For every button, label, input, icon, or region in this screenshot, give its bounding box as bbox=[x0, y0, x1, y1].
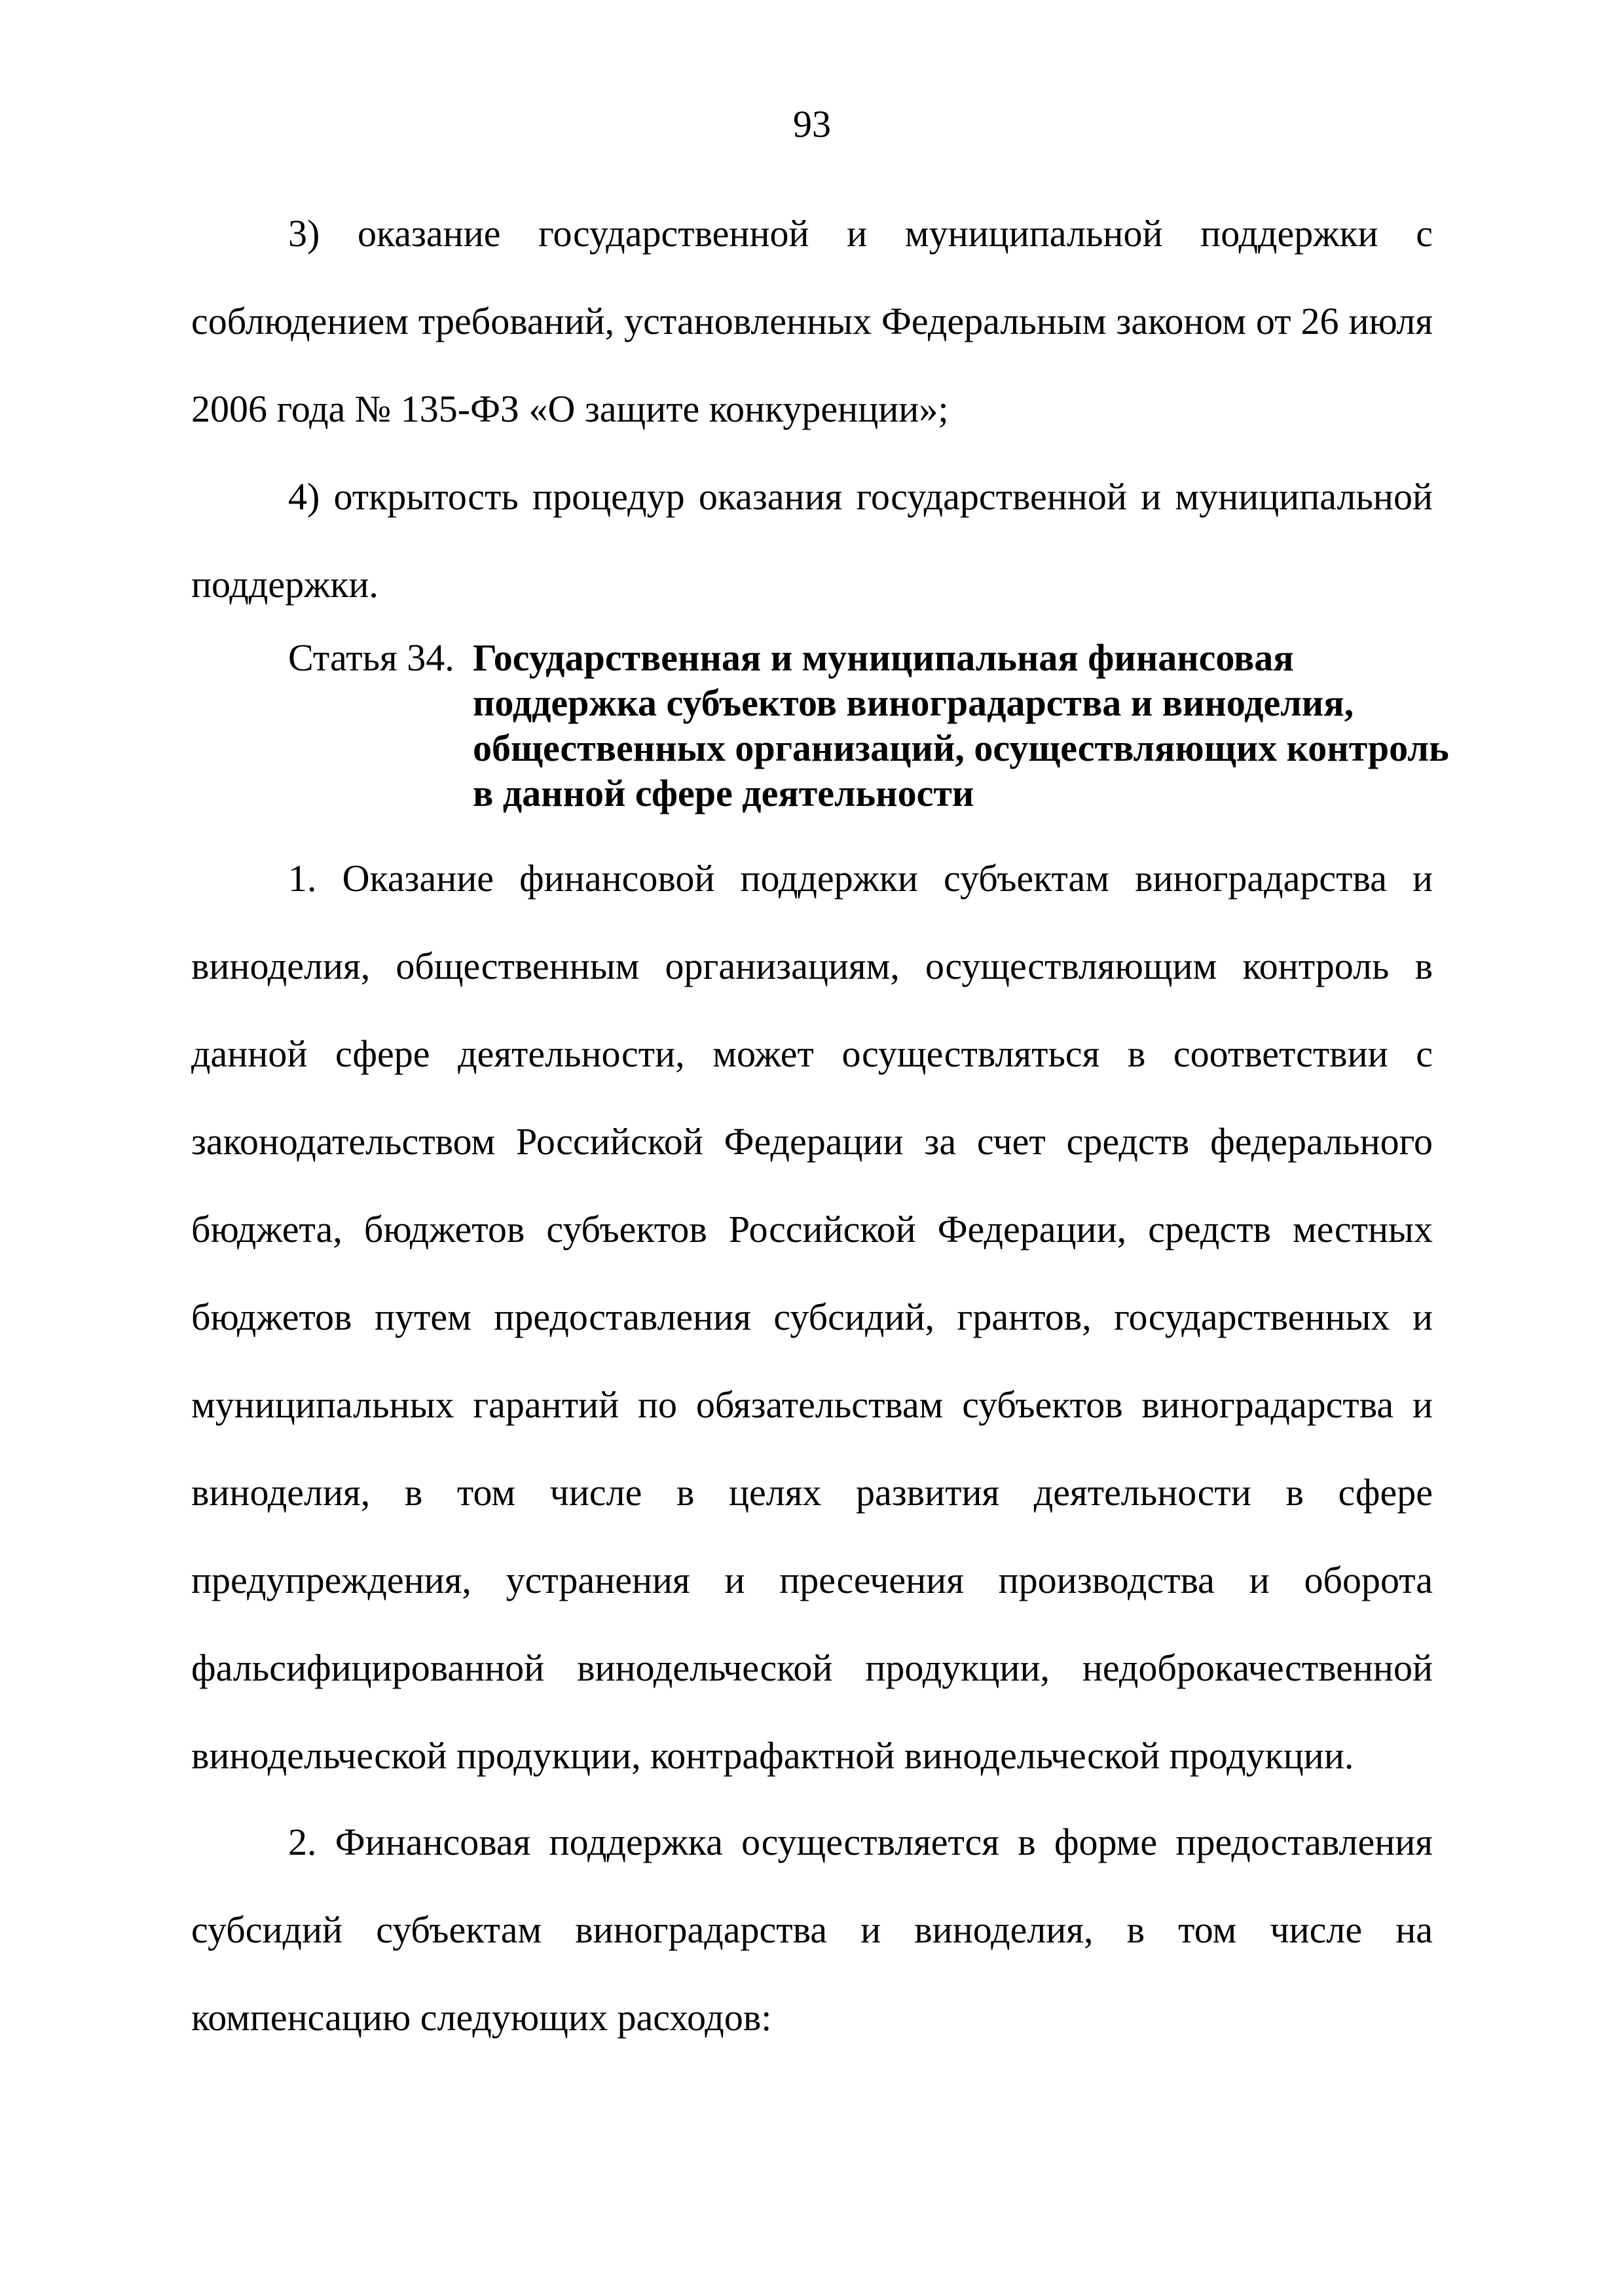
page-number: 93 bbox=[793, 103, 831, 145]
paragraph-item-4: 4) открытость процедур оказания государственной и муниципальной поддержки. bbox=[191, 475, 1433, 606]
clause-2: 2. Финансовая поддержка осуществляется в форме предоставления субсидий субъектам виноградарства и виноделия, в том числе на компенсацию следующих расходов: bbox=[191, 1821, 1433, 2039]
paragraph-item-3: 3) оказание государственной и муниципальной поддержки с соблюдением требований, установленных Федеральным законом от 26 июля 2006 года № 135-ФЗ «О защите конкуренции»; bbox=[191, 212, 1433, 430]
article-heading bbox=[288, 635, 1467, 816]
clause-1: 1. Оказание финансовой поддержки субъектам виноградарства и виноделия, общественным организациям, осуществляющим контроль в данной сфере деятельности, может осуществляться в соответствии с законодательством Российской Федерации за счет средств федерального бюджета, бюджетов субъектов Российской Федерации, средств местных бюджетов путем предоставления субсидий, грантов, государственных и муниципальных гарантий по обязательствам субъектов виноградарства и виноделия, в том числе в целях развития деятельности в сфере предупреждения, устранения и пресечения производства и оборота фальсифицированной винодельческой продукции, недоброкачественной винодельческой продукции, контрафактной винодельческой продукции. bbox=[191, 857, 1433, 1777]
article-number: Статья 34. bbox=[288, 636, 454, 679]
article-title: Государственная и муниципальная финансовая поддержка субъектов виноградарства и виноделия, общественных организаций, осуществляющих контроль в данной сфере деятельности bbox=[473, 636, 1449, 814]
